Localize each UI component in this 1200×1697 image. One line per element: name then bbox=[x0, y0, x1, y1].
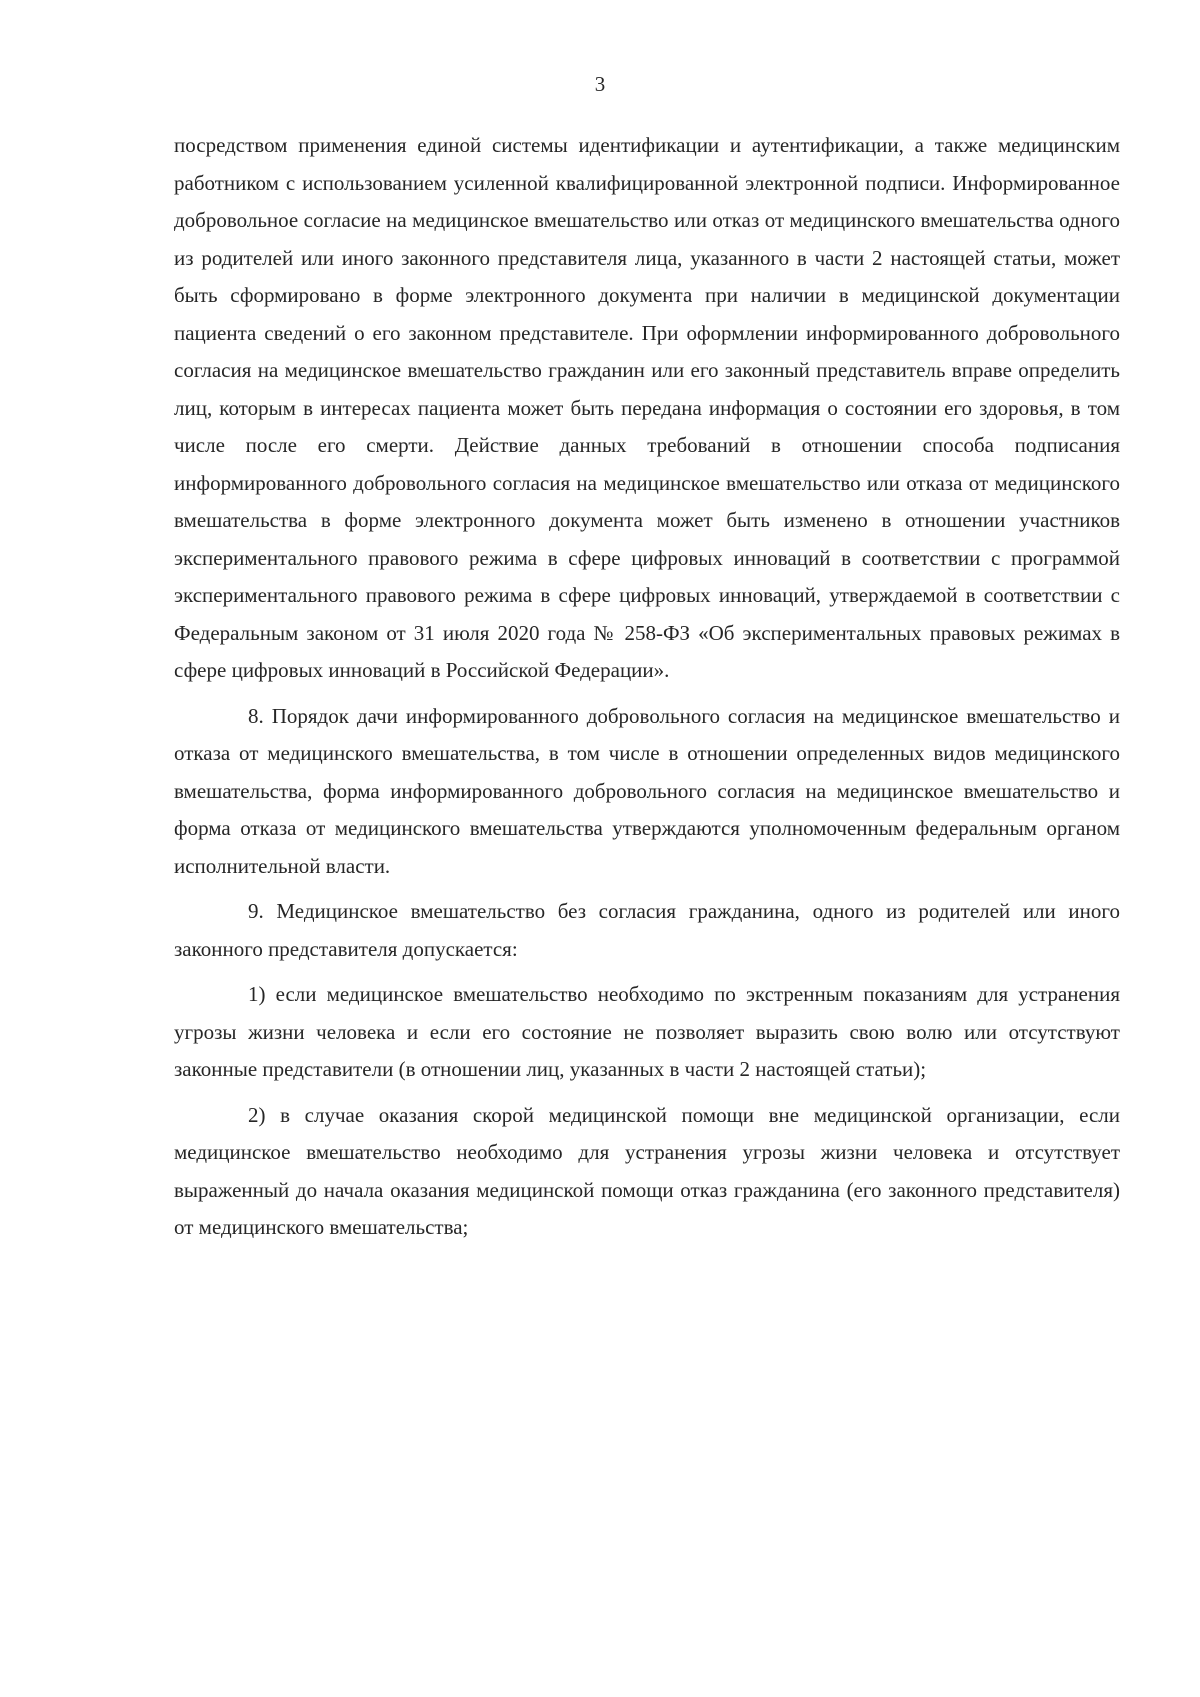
document-body bbox=[174, 127, 1120, 1247]
paragraph-item-9: 9. Медицинское вмешательство без согласия гражданина, одного из родителей или иного законного представителя допускается: bbox=[174, 899, 1120, 961]
paragraph-item-8: 8. Порядок дачи информированного добровольного согласия на медицинское вмешательство и отказа от медицинского вмешательства, в том числе в отношении определенных видов медицинского вмешательства, форма информированного добровольного согласия на медицинское вмешательство и форма отказа от медицинского вмешательства утверждаются уполномоченным федеральным органом исполнительной власти. bbox=[174, 703, 1120, 878]
paragraph-subitem-2: 2) в случае оказания скорой медицинской помощи вне медицинской организации, если медицинское вмешательство необходимо для устранения угрозы жизни человека и отсутствует выраженный до начала оказания медицинской помощи отказ гражданина (его законного представителя) от медицинского вмешательства; bbox=[174, 1102, 1120, 1239]
page-number: 3 bbox=[594, 72, 606, 96]
paragraph-continuation: посредством применения единой системы идентификации и аутентификации, а также медицинским работником с использованием усиленной квалифицированной электронной подписи. Информированное добровольное согласие на медицинское вмешательство или отказ от медицинского вмешательства одного из родителей или иного законного представителя лица, указанного в части 2 настоящей статьи, может быть сформировано в форме электронного документа при наличии в медицинской документации пациента сведений о его законном представителе. При оформлении информированного добровольного согласия на медицинское вмешательство гражданин или его законный представитель вправе определить лиц, которым в интересах пациента может быть передана информация о состоянии его здоровья, в том числе после его смерти. Действие данных требований в отношении способа подписания информированного добровольного согласия на медицинское вмешательство или отказа от медицинского вмешательства в форме электронного документа может быть изменено в отношении участников экспериментального правового режима в сфере цифровых инноваций в соответствии с программой экспериментального правового режима в сфере цифровых инноваций, утверждаемой в соответствии с Федеральным законом от 31 июля 2020 года № 258-ФЗ «Об экспериментальных правовых режимах в сфере цифровых инноваций в Российской Федерации». bbox=[174, 133, 1120, 682]
paragraph-subitem-1: 1) если медицинское вмешательство необходимо по экстренным показаниям для устранения угрозы жизни человека и если его состояние не позволяет выразить свою волю или отсутствуют законные представители (в отношении лиц, указанных в части 2 настоящей статьи); bbox=[174, 982, 1120, 1081]
